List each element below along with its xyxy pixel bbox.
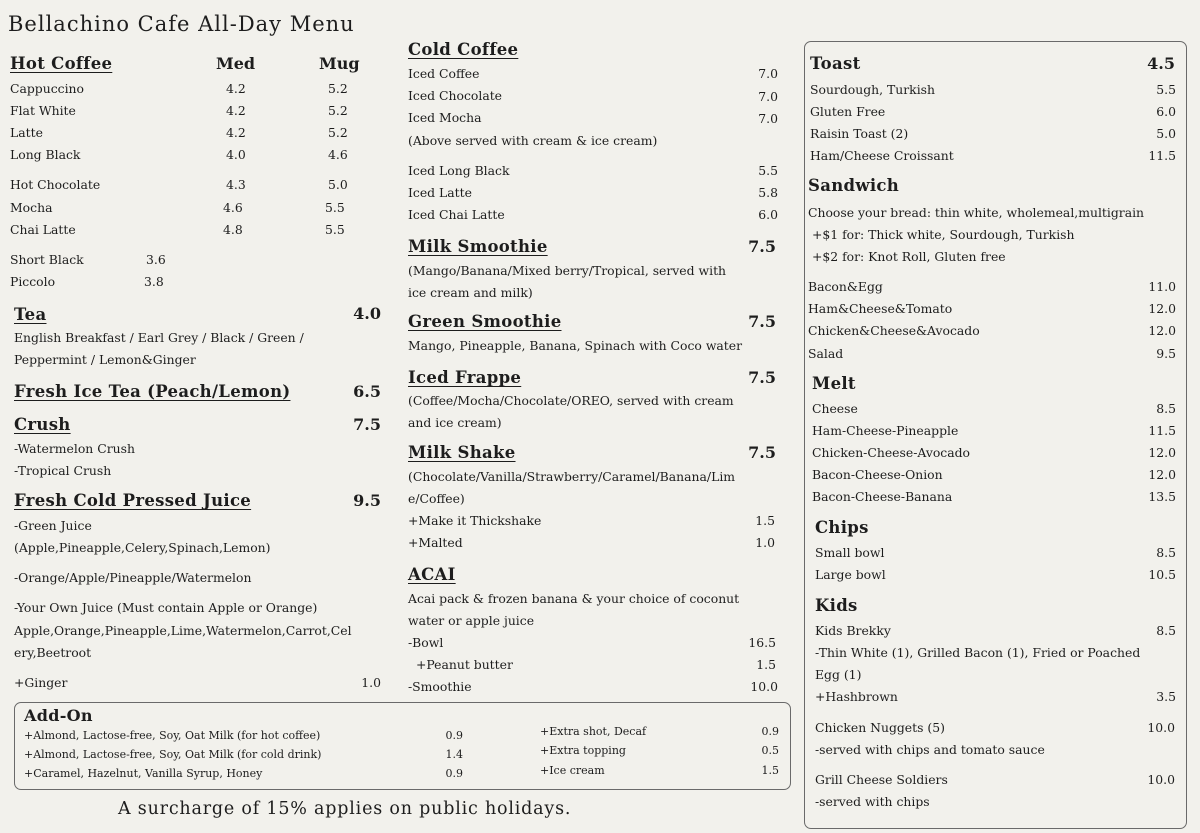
menu-item-name: Piccolo <box>10 274 56 289</box>
menu-item-name: Short Black <box>10 252 84 267</box>
milk-smoothie-desc: ice cream and milk) <box>408 285 533 300</box>
menu-item-name: Iced Chai Latte <box>408 207 505 222</box>
menu-item-price: 11.5 <box>1148 423 1176 438</box>
menu-item-name: Raisin Toast (2) <box>810 126 909 141</box>
menu-item-name: Small bowl <box>815 545 885 560</box>
menu-item-name: Iced Latte <box>408 185 472 200</box>
addon-item-price: 1.5 <box>761 764 779 777</box>
menu-item-name: Iced Coffee <box>408 66 480 81</box>
juice-extra-price: 1.0 <box>361 675 381 690</box>
menu-item-name: Chai Latte <box>10 222 76 237</box>
menu-item-name: Cappuccino <box>10 81 84 96</box>
tea-options: Peppermint / Lemon&Ginger <box>14 352 196 367</box>
menu-item-price-mug: 5.5 <box>325 200 345 215</box>
acai-item: -Smoothie <box>408 679 472 694</box>
menu-item-name: Bacon-Cheese-Onion <box>812 467 943 482</box>
menu-item-name: +Hashbrown <box>815 689 898 704</box>
acai-item-price: 10.0 <box>750 679 778 694</box>
menu-item-name: Ham&Cheese&Tomato <box>808 301 953 316</box>
menu-item-price: 11.0 <box>1148 279 1176 294</box>
acai-item: +Peanut butter <box>416 657 513 672</box>
menu-item-desc: Egg (1) <box>815 667 862 682</box>
menu-item-price: 6.0 <box>1156 104 1176 119</box>
milk-shake-extra-price: 1.5 <box>755 513 775 528</box>
menu-item-name: Iced Long Black <box>408 163 510 178</box>
menu-item-name: Mocha <box>10 200 53 215</box>
menu-item-price-mug: 4.6 <box>328 147 348 162</box>
juice-desc: Apple,Orange,Pineapple,Lime,Watermelon,Carrot,Cel <box>14 623 352 638</box>
menu-item-name: Cheese <box>812 401 858 416</box>
menu-item-name: Salad <box>808 346 844 361</box>
acai-desc: Acai pack & frozen banana & your choice of coconut <box>408 591 740 606</box>
menu-item-price: 8.5 <box>1156 545 1176 560</box>
milk-shake-price: 7.5 <box>748 443 776 462</box>
chips-heading: Chips <box>815 518 869 537</box>
green-smoothie-heading: Green Smoothie <box>408 312 562 331</box>
menu-item-price-mug: 5.0 <box>328 177 348 192</box>
tea-heading: Tea <box>14 305 47 324</box>
menu-item-price: 11.5 <box>1148 148 1176 163</box>
menu-item-price: 3.5 <box>1156 689 1176 704</box>
melt-heading: Melt <box>812 374 856 393</box>
menu-item-price: 10.5 <box>1148 567 1176 582</box>
addon-item-price: 0.9 <box>761 725 779 738</box>
milk-shake-extra: +Make it Thickshake <box>408 513 542 528</box>
menu-item-price: 10.0 <box>1147 720 1175 735</box>
juice-desc: ery,Beetroot <box>14 645 92 660</box>
menu-item-price: 7.0 <box>758 66 778 81</box>
addon-item: +Caramel, Hazelnut, Vanilla Syrup, Honey <box>24 767 263 780</box>
crush-heading: Crush <box>14 415 71 434</box>
menu-item-desc: -Thin White (1), Grilled Bacon (1), Fried or Poached <box>815 645 1141 660</box>
menu-item-price: 5.0 <box>1156 126 1176 141</box>
menu-item-price: 7.0 <box>758 111 778 126</box>
menu-item-name: Large bowl <box>815 567 886 582</box>
iced-frappe-heading: Iced Frappe <box>408 368 522 387</box>
ice-tea-price: 6.5 <box>353 382 381 401</box>
menu-item-name: Chicken&Cheese&Avocado <box>808 323 980 338</box>
crush-item: -Tropical Crush <box>14 463 112 478</box>
juice-extra: +Ginger <box>14 675 68 690</box>
menu-item-name: Long Black <box>10 147 81 162</box>
juice-item: -Green Juice <box>14 518 92 533</box>
acai-item-price: 1.5 <box>756 657 776 672</box>
addon-item-price: 0.9 <box>445 729 463 742</box>
milk-smoothie-desc: (Mango/Banana/Mixed berry/Tropical, served with <box>408 263 727 278</box>
toast-heading: Toast <box>810 54 861 73</box>
milk-smoothie-heading: Milk Smoothie <box>408 237 548 256</box>
milk-smoothie-price: 7.5 <box>748 237 776 256</box>
juice-price: 9.5 <box>353 491 381 510</box>
addon-item: +Ice cream <box>540 764 605 777</box>
menu-item-name: Kids Brekky <box>815 623 891 638</box>
acai-heading: ACAI <box>408 565 456 584</box>
addon-heading: Add-On <box>24 706 93 725</box>
iced-frappe-price: 7.5 <box>748 368 776 387</box>
addon-item: +Almond, Lactose-free, Soy, Oat Milk (for hot coffee) <box>24 729 321 742</box>
menu-item-price-mug: 5.5 <box>325 222 345 237</box>
menu-item-price: 3.8 <box>144 274 164 289</box>
menu-item-name: Sourdough, Turkish <box>810 82 935 97</box>
menu-item-price-med: 4.8 <box>223 222 243 237</box>
menu-item-name: Bacon-Cheese-Banana <box>812 489 953 504</box>
sandwich-heading: Sandwich <box>808 176 900 195</box>
menu-item-price: 12.0 <box>1148 445 1176 460</box>
hot-coffee-heading: Hot Coffee <box>10 54 113 73</box>
menu-item-name: Ham/Cheese Croissant <box>810 148 954 163</box>
menu-item-price: 6.0 <box>758 207 778 222</box>
menu-item-price-med: 4.2 <box>226 81 246 96</box>
menu-item-price: 10.0 <box>1147 772 1175 787</box>
milk-shake-desc: e/Coffee) <box>408 491 465 506</box>
tea-price: 4.0 <box>353 304 381 323</box>
menu-item-price: 8.5 <box>1156 401 1176 416</box>
menu-item-price: 9.5 <box>1156 346 1176 361</box>
toast-price: 4.5 <box>1147 54 1175 73</box>
acai-desc: water or apple juice <box>408 613 535 628</box>
juice-desc: (Apple,Pineapple,Celery,Spinach,Lemon) <box>14 540 271 555</box>
tea-options: English Breakfast / Earl Grey / Black / Green / <box>14 330 304 345</box>
addon-item: +Almond, Lactose-free, Soy, Oat Milk (for cold drink) <box>24 748 322 761</box>
holiday-surcharge-note: A surcharge of 15% applies on public holidays. <box>118 799 572 819</box>
menu-item-name: Gluten Free <box>810 104 886 119</box>
acai-item: -Bowl <box>408 635 444 650</box>
menu-item-price-med: 4.6 <box>223 200 243 215</box>
green-smoothie-desc: Mango, Pineapple, Banana, Spinach with Coco water <box>408 338 743 353</box>
sandwich-bread-upgrade: +$1 for: Thick white, Sourdough, Turkish <box>812 227 1075 242</box>
sandwich-bread-upgrade: +$2 for: Knot Roll, Gluten free <box>812 249 1006 264</box>
green-smoothie-price: 7.5 <box>748 312 776 331</box>
iced-frappe-desc: (Coffee/Mocha/Chocolate/OREO, served with cream <box>408 393 734 408</box>
menu-item-name: Grill Cheese Soldiers <box>815 772 948 787</box>
milk-shake-heading: Milk Shake <box>408 443 516 462</box>
menu-item-price: 5.5 <box>1156 82 1176 97</box>
menu-item-name: Iced Chocolate <box>408 88 503 103</box>
menu-title: Bellachino Cafe All-Day Menu <box>8 12 355 36</box>
menu-item-price-med: 4.0 <box>226 147 246 162</box>
addon-item-price: 0.9 <box>445 767 463 780</box>
menu-item-price: 8.5 <box>1156 623 1176 638</box>
menu-item-price: 13.5 <box>1148 489 1176 504</box>
kids-heading: Kids <box>815 596 858 615</box>
menu-item-price-mug: 5.2 <box>328 81 348 96</box>
menu-item-price-med: 4.2 <box>226 125 246 140</box>
menu-item-name: Bacon&Egg <box>808 279 883 294</box>
menu-item-name: Chicken-Cheese-Avocado <box>812 445 970 460</box>
milk-shake-extra: +Malted <box>408 535 463 550</box>
menu-item-price-med: 4.3 <box>226 177 246 192</box>
juice-item: -Your Own Juice (Must contain Apple or Orange) <box>14 600 318 615</box>
addon-item-price: 0.5 <box>761 744 779 757</box>
juice-heading: Fresh Cold Pressed Juice <box>14 491 252 510</box>
acai-item-price: 16.5 <box>748 635 776 650</box>
med-column-header: Med <box>216 54 256 73</box>
addon-item-price: 1.4 <box>445 748 463 761</box>
cold-coffee-heading: Cold Coffee <box>408 40 519 59</box>
menu-item-name: Hot Chocolate <box>10 177 101 192</box>
addon-item: +Extra topping <box>540 744 626 757</box>
juice-item: -Orange/Apple/Pineapple/Watermelon <box>14 570 252 585</box>
menu-item-price: 5.8 <box>758 185 778 200</box>
milk-shake-extra-price: 1.0 <box>755 535 775 550</box>
menu-item-price: 7.0 <box>758 89 778 104</box>
menu-item-name: Ham-Cheese-Pineapple <box>812 423 959 438</box>
addon-item: +Extra shot, Decaf <box>540 725 647 738</box>
menu-item-name: Iced Mocha <box>408 110 482 125</box>
sandwich-bread-choice: Choose your bread: thin white, wholemeal,multigrain <box>808 205 1145 220</box>
menu-item-price: 12.0 <box>1148 301 1176 316</box>
menu-item-price: 3.6 <box>146 252 166 267</box>
menu-item-price: 12.0 <box>1148 323 1176 338</box>
menu-item-price: 5.5 <box>758 163 778 178</box>
ice-tea-heading: Fresh Ice Tea (Peach/Lemon) <box>14 382 291 401</box>
mug-column-header: Mug <box>319 54 360 73</box>
cold-coffee-note: (Above served with cream & ice cream) <box>408 133 658 148</box>
menu-item-name: Latte <box>10 125 43 140</box>
menu-item-name: Flat White <box>10 103 76 118</box>
iced-frappe-desc: and ice cream) <box>408 415 502 430</box>
menu-item-price: 12.0 <box>1148 467 1176 482</box>
menu-item-price-med: 4.2 <box>226 103 246 118</box>
menu-item-price-mug: 5.2 <box>328 103 348 118</box>
menu-item-name: Chicken Nuggets (5) <box>815 720 945 735</box>
menu-item-desc: -served with chips and tomato sauce <box>815 742 1045 757</box>
menu-item-desc: -served with chips <box>815 794 930 809</box>
crush-item: -Watermelon Crush <box>14 441 135 456</box>
crush-price: 7.5 <box>353 415 381 434</box>
milk-shake-desc: (Chocolate/Vanilla/Strawberry/Caramel/Banana/Lim <box>408 469 736 484</box>
menu-item-price-mug: 5.2 <box>328 125 348 140</box>
